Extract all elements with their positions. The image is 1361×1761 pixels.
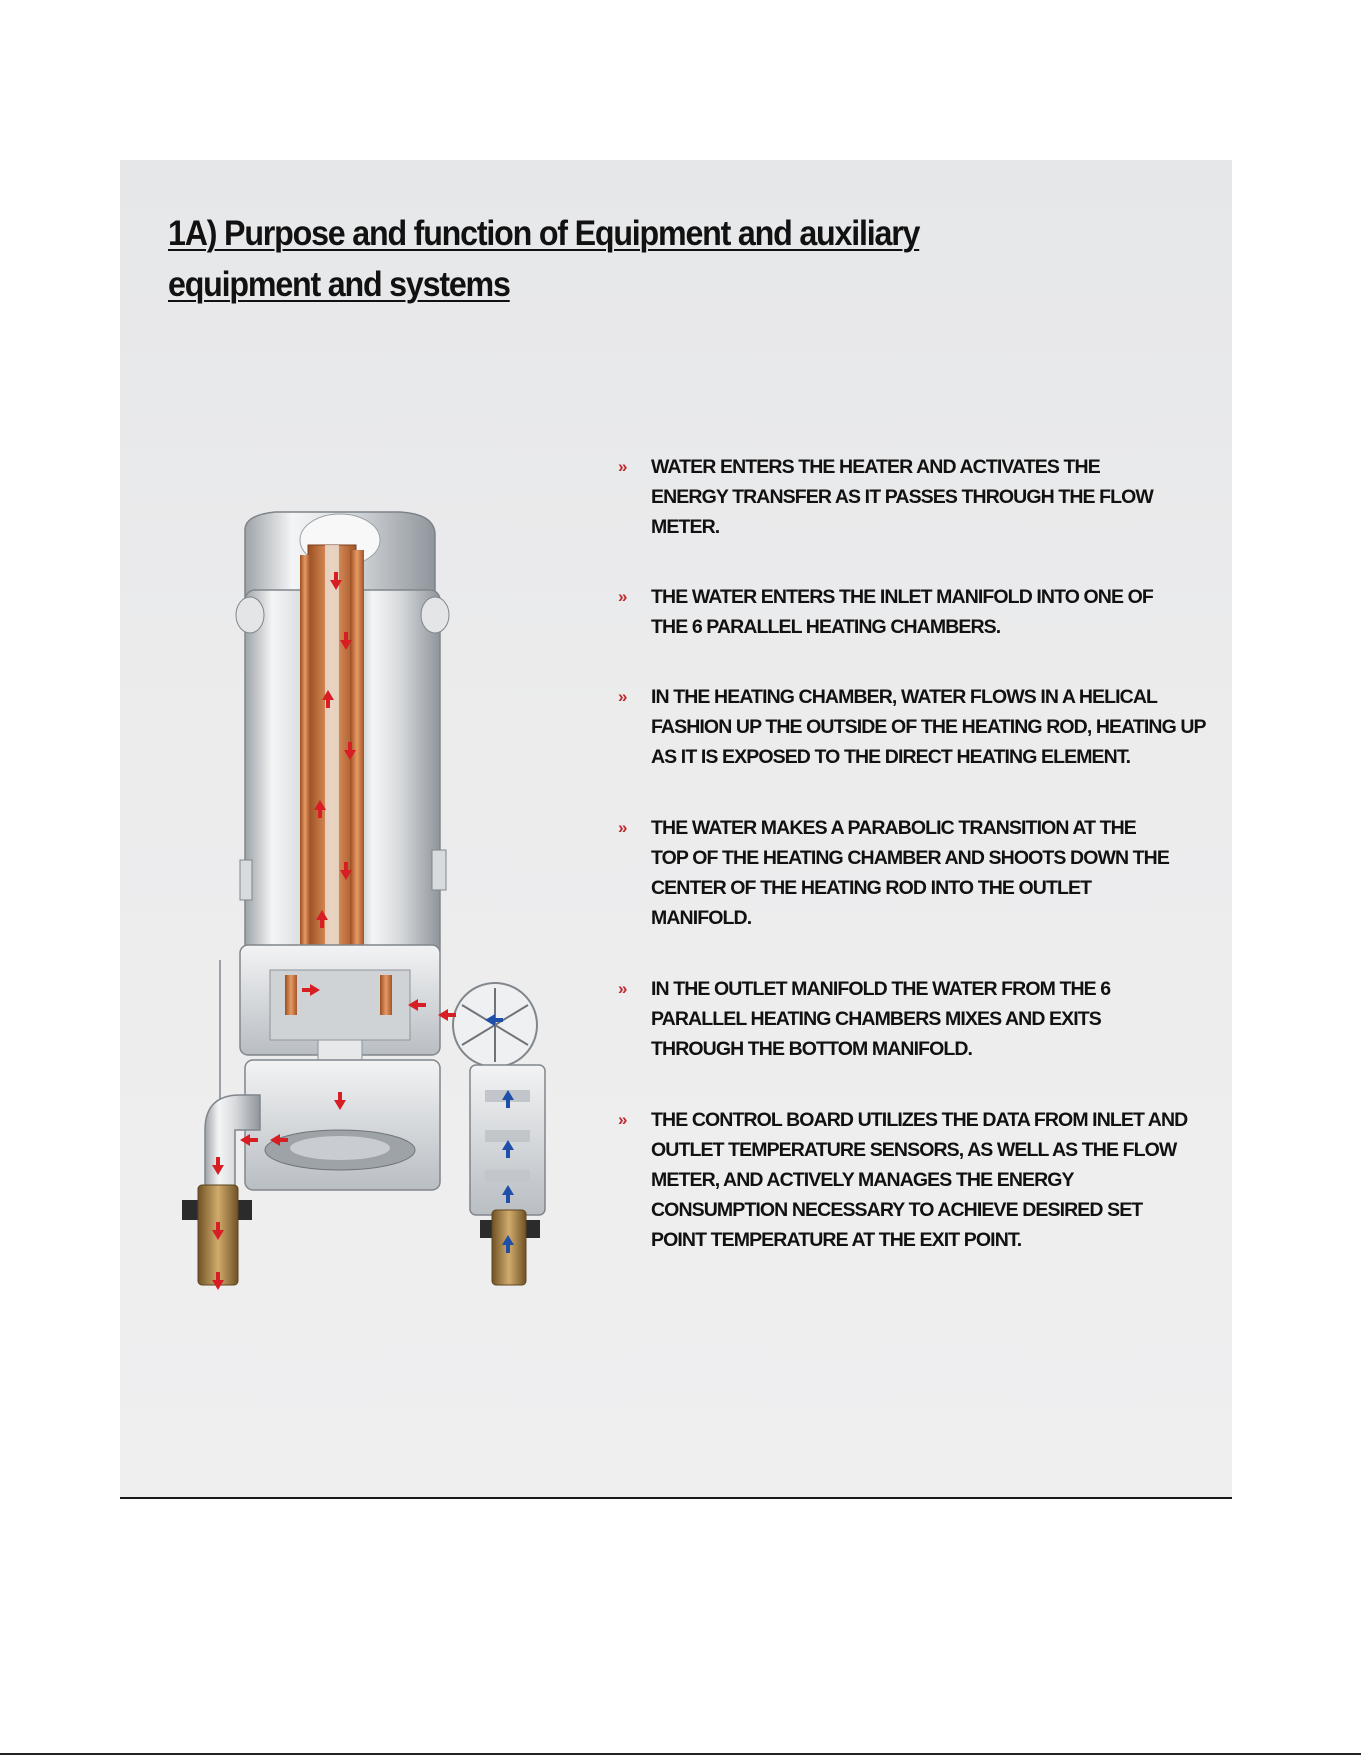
bullet-text: THE WATER MAKES A PARABOLIC TRANSITION AT THE TOP OF THE HEATING CHAMBER AND SHOOTS DOWN THE CENTER OF THE HEATING ROD INTO THE OUTLET MANIFOLD. [651, 817, 1169, 929]
bullet-marker-icon: » [618, 1110, 627, 1129]
left-knob [236, 597, 264, 633]
rod-stub [285, 975, 297, 1015]
right-knob [421, 597, 449, 633]
bullet-text: THE WATER ENTERS THE INLET MANIFOLD INTO ONE OF THE 6 PARALLEL HEATING CHAMBERS. [651, 586, 1153, 638]
bottom-manifold [245, 1060, 440, 1190]
bullet-text: IN THE OUTLET MANIFOLD THE WATER FROM THE 6 PARALLEL HEATING CHAMBERS MIXES AND EXITS THROUGH THE BOTTOM MANIFOLD. [651, 978, 1111, 1060]
bullet-marker-icon: » [618, 457, 627, 476]
page-bottom-divider [0, 1753, 1361, 1755]
bullet-text: IN THE HEATING CHAMBER, WATER FLOWS IN A HELICAL FASHION UP THE OUTSIDE OF THE HEATING ROD, HEATING UP AS IT IS EXPOSED TO THE DIRECT HEATING ELEMENT. [651, 686, 1206, 768]
bullet-text: WATER ENTERS THE HEATER AND ACTIVATES THE ENERGY TRANSFER AS IT PASSES THROUGH THE FLOW METER. [651, 456, 1153, 538]
manifold-detail [485, 1130, 530, 1142]
heating-rod [325, 545, 339, 965]
slide-bottom-divider [120, 1497, 1232, 1499]
list-item [618, 582, 1218, 642]
side-clip [240, 860, 252, 900]
process-steps-list [618, 452, 1218, 1255]
list-item [618, 974, 1218, 1064]
heating-rod [350, 550, 364, 965]
slide [120, 160, 1232, 1497]
list-item [618, 1105, 1218, 1255]
page-title: 1A) Purpose and function of Equipment and auxiliary equipment and systems [168, 214, 920, 304]
bullet-text: THE CONTROL BOARD UTILIZES THE DATA FROM INLET AND OUTLET TEMPERATURE SENSORS, AS WELL AS THE FLOW METER, AND ACTIVELY MANAGES THE ENERGY CONSUMPTION NECESSARY TO ACHIEVE DESIRED SET POINT TEMPERATURE AT THE EXIT POINT. [651, 1109, 1188, 1251]
bullet-marker-icon: » [618, 818, 627, 837]
side-clip [432, 850, 446, 890]
bullet-marker-icon: » [618, 979, 627, 998]
bullet-marker-icon: » [618, 587, 627, 606]
rod-stub [380, 975, 392, 1015]
list-item [618, 813, 1218, 933]
manifold-detail [485, 1170, 530, 1182]
bullet-marker-icon: » [618, 687, 627, 706]
bottom-bowl-inner [290, 1136, 390, 1160]
list-item [618, 452, 1218, 542]
list-item [618, 682, 1218, 772]
heating-rod [300, 555, 310, 960]
